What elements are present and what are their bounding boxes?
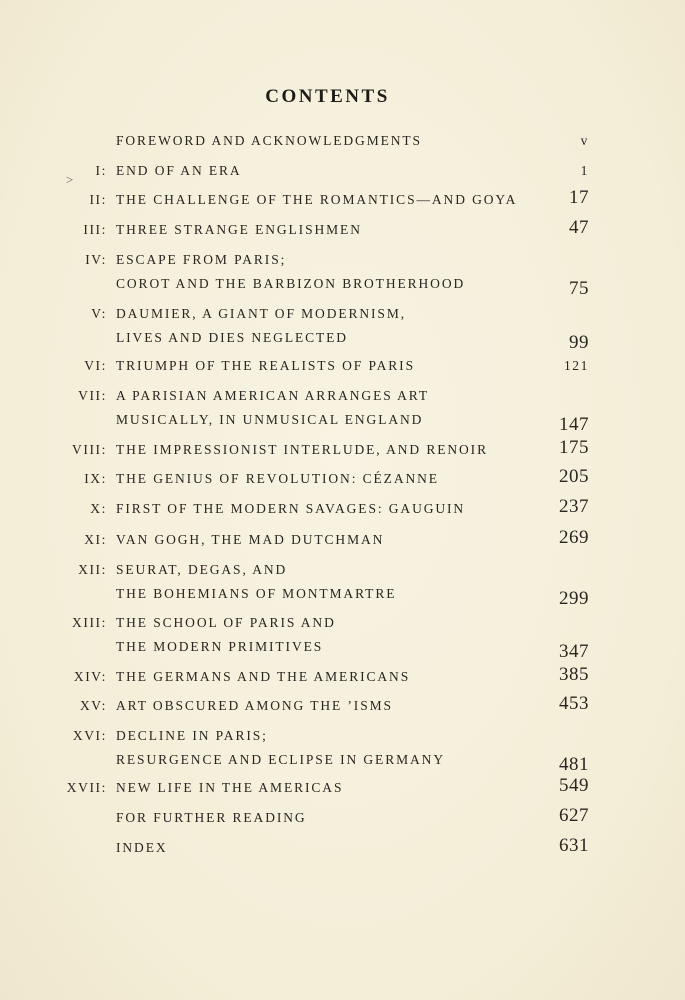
- chapter-title: END OF AN ERA: [116, 163, 242, 178]
- chapter-title: RESURGENCE AND ECLIPSE IN GERMANY: [116, 752, 445, 767]
- page-number: 453: [559, 693, 589, 714]
- chapter-title: THE BOHEMIANS OF MONTMARTRE: [116, 586, 397, 601]
- page-number: 631: [559, 835, 589, 856]
- page-number: 147: [559, 414, 589, 435]
- chapter-number: XVI:: [72, 728, 107, 743]
- chapter-number: XIV:: [73, 669, 107, 684]
- page-number: 205: [559, 466, 589, 487]
- chapter-number: III:: [83, 222, 107, 237]
- page-number: 481: [559, 754, 589, 775]
- chapter-title: MUSICALLY, IN UNMUSICAL ENGLAND: [116, 412, 424, 427]
- page-number: 237: [559, 496, 589, 517]
- page-number: v: [580, 133, 589, 148]
- chapter-title: THE GENIUS OF REVOLUTION: CÉZANNE: [116, 471, 439, 486]
- page-number: 47: [569, 217, 589, 238]
- chapter-title: FIRST OF THE MODERN SAVAGES: GAUGUIN: [116, 501, 466, 516]
- chapter-title: A PARISIAN AMERICAN ARRANGES ART: [116, 388, 430, 403]
- chapter-number: IX:: [84, 471, 107, 486]
- chapter-number: XI:: [84, 532, 107, 547]
- chapter-title: ART OBSCURED AMONG THE ’ISMS: [116, 698, 393, 713]
- page-number: 121: [563, 358, 589, 373]
- chapter-title: DAUMIER, A GIANT OF MODERNISM,: [116, 306, 407, 321]
- page-number: 1: [580, 163, 589, 178]
- chapter-number: V:: [91, 306, 107, 321]
- chapter-title: THE CHALLENGE OF THE ROMANTICS—AND GOYA: [116, 192, 518, 207]
- chapter-title: DECLINE IN PARIS;: [116, 728, 268, 743]
- chapter-title: TRIUMPH OF THE REALISTS OF PARIS: [116, 358, 415, 373]
- chapter-number: VII:: [78, 388, 107, 403]
- chapter-number: I:: [95, 163, 107, 178]
- chapter-number: XV:: [79, 698, 107, 713]
- chapter-title: VAN GOGH, THE MAD DUTCHMAN: [116, 532, 385, 547]
- chapter-title: SEURAT, DEGAS, AND: [116, 562, 288, 577]
- chapter-title: NEW LIFE IN THE AMERICAS: [116, 780, 344, 795]
- chapter-title: ESCAPE FROM PARIS;: [116, 252, 287, 267]
- chapter-number: IV:: [85, 252, 107, 267]
- chapter-number: X:: [90, 501, 107, 516]
- chapter-number: XVII:: [66, 780, 107, 795]
- page-number: 299: [559, 588, 589, 609]
- page-number: 347: [559, 641, 589, 662]
- chapter-title: COROT AND THE BARBIZON BROTHERHOOD: [116, 276, 466, 291]
- page-number: 269: [559, 527, 589, 548]
- page-number: 549: [559, 775, 589, 796]
- chapter-title: THE GERMANS AND THE AMERICANS: [116, 669, 411, 684]
- chapter-number: VI:: [84, 358, 107, 373]
- page-number: 75: [569, 278, 589, 299]
- chapter-number: VIII:: [72, 442, 107, 457]
- chapter-title: THREE STRANGE ENGLISHMEN: [116, 222, 362, 237]
- chapter-title: THE MODERN PRIMITIVES: [116, 639, 324, 654]
- chapter-title: LIVES AND DIES NEGLECTED: [116, 330, 348, 345]
- chapter-number: XIII:: [72, 615, 107, 630]
- page-number: 175: [559, 437, 589, 458]
- pencil-mark-icon: >: [66, 172, 74, 187]
- chapter-title: THE IMPRESSIONIST INTERLUDE, AND RENOIR: [116, 442, 488, 457]
- chapter-title: FOREWORD AND ACKNOWLEDGMENTS: [116, 133, 422, 148]
- page-number: 17: [569, 187, 589, 208]
- page-title: CONTENTS: [265, 86, 390, 107]
- chapter-number: II:: [89, 192, 107, 207]
- page-number: 385: [559, 664, 589, 685]
- page-number: 627: [559, 805, 589, 826]
- page-number: 99: [569, 332, 589, 353]
- chapter-title: FOR FURTHER READING: [116, 810, 307, 825]
- chapter-number: XII:: [78, 562, 107, 577]
- chapter-title: INDEX: [116, 840, 168, 855]
- chapter-title: THE SCHOOL OF PARIS AND: [116, 615, 336, 630]
